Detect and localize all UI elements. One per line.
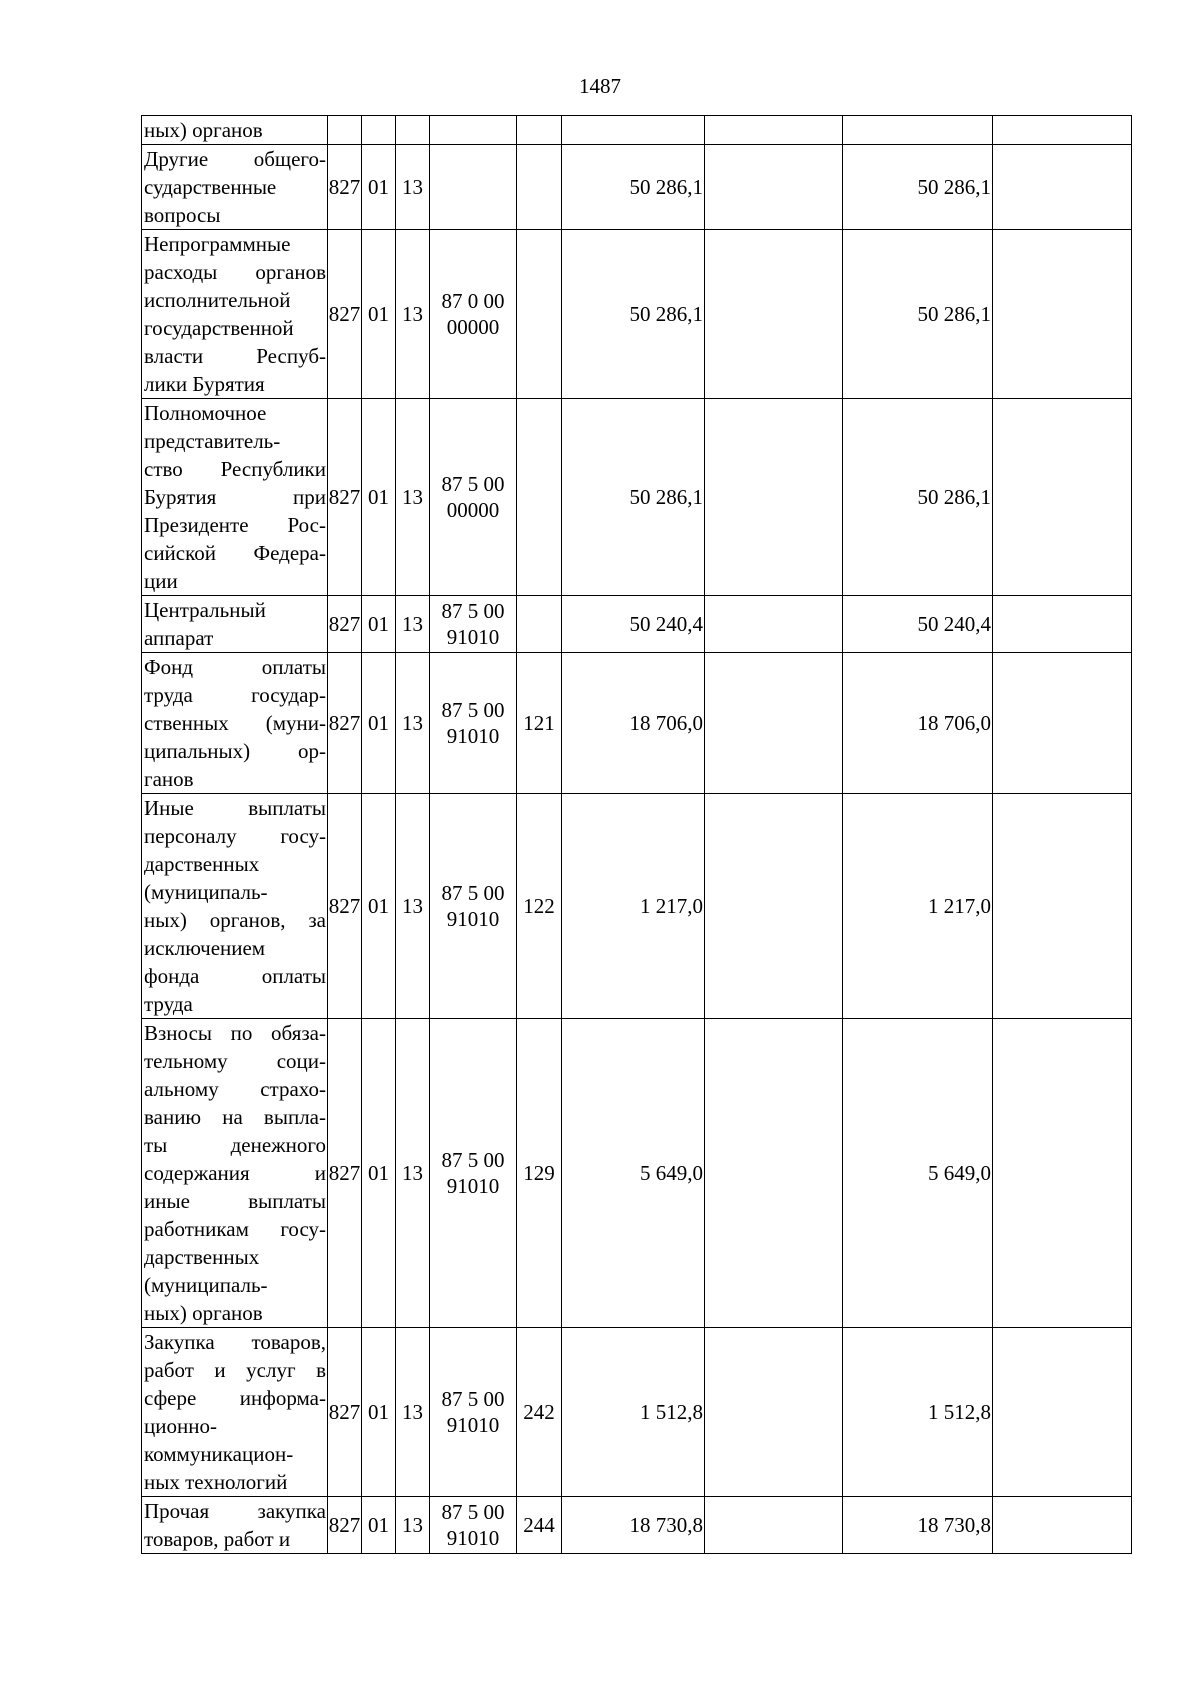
amount-cell (993, 1328, 1132, 1497)
row-name-line: коммуникацион- (144, 1442, 294, 1466)
subsection-code-cell: 13 (396, 1497, 430, 1554)
amount-cell (993, 145, 1132, 230)
amount-cell (705, 596, 843, 653)
row-name-cell (142, 145, 328, 230)
expense-type-cell: 244 (517, 1497, 562, 1554)
row-name-line: работникам госу- (144, 1217, 326, 1241)
row-name-line: ции (144, 569, 178, 593)
section-code-cell: 01 (362, 399, 396, 596)
row-name-line: Бурятия при (144, 485, 326, 509)
amount-cell: 1 217,0 (562, 794, 705, 1019)
row-name-line: персоналу госу- (144, 824, 326, 848)
row-name-line: ных) органов (144, 118, 263, 142)
expense-type-cell: 122 (517, 794, 562, 1019)
row-name-line: Непрограммные (144, 232, 291, 256)
target-article-cell: 87 5 00 91010 (430, 596, 517, 653)
row-name-line: Фонд оплаты (144, 655, 326, 679)
amount-cell: 1 512,8 (843, 1328, 993, 1497)
amount-cell (705, 399, 843, 596)
amount-cell: 50 286,1 (562, 230, 705, 399)
amount-cell (705, 653, 843, 794)
subsection-code-cell: 13 (396, 1019, 430, 1328)
ved-code-cell: 827 (328, 1019, 362, 1328)
row-name-line: ты денежного (144, 1133, 326, 1157)
row-name-line: исполнительной (144, 288, 291, 312)
amount-cell: 50 240,4 (843, 596, 993, 653)
row-name-line: Центральный (144, 598, 266, 622)
section-code-cell: 01 (362, 230, 396, 399)
row-name-cell (142, 399, 328, 596)
row-name-line: вопросы (144, 203, 221, 227)
table-body (142, 116, 1132, 1554)
table-row (142, 794, 1132, 1019)
table-row (142, 653, 1132, 794)
expense-type-cell (517, 399, 562, 596)
row-name-line: товаров, работ и (144, 1527, 291, 1551)
target-article-cell: 87 0 00 00000 (430, 230, 517, 399)
amount-cell: 50 286,1 (843, 230, 993, 399)
amount-cell: 18 730,8 (562, 1497, 705, 1554)
row-name-line: представитель- (144, 429, 281, 453)
subsection-code-cell: 13 (396, 230, 430, 399)
row-name-line: сфере информа- (144, 1386, 326, 1410)
amount-cell (705, 116, 843, 145)
row-name-line: Закупка товаров, (144, 1330, 326, 1354)
row-name-line: ципальных) ор- (144, 739, 326, 763)
row-name-line: аппарат (144, 626, 214, 650)
amount-cell (562, 116, 705, 145)
amount-cell: 18 730,8 (843, 1497, 993, 1554)
row-name-line: власти Респуб- (144, 344, 326, 368)
section-code-cell: 01 (362, 1497, 396, 1554)
row-name-line: (муниципаль- (144, 1273, 268, 1297)
target-article-cell: 87 5 00 91010 (430, 1019, 517, 1328)
row-name-cell (142, 596, 328, 653)
expense-type-cell (517, 230, 562, 399)
row-name-line: расходы органов (144, 260, 326, 284)
row-name-line: (муниципаль- (144, 880, 268, 904)
row-name-line: исключением (144, 936, 266, 960)
row-name-cell (142, 116, 328, 145)
amount-cell (705, 145, 843, 230)
row-name-cell (142, 653, 328, 794)
amount-cell: 1 512,8 (562, 1328, 705, 1497)
subsection-code-cell: 13 (396, 145, 430, 230)
row-name-line: фонда оплаты (144, 964, 326, 988)
amount-cell: 1 217,0 (843, 794, 993, 1019)
row-name-cell (142, 1019, 328, 1328)
target-article-cell: 87 5 00 91010 (430, 1328, 517, 1497)
row-name-line: Иные выплаты (144, 796, 326, 820)
row-name-line: содержания и (144, 1161, 326, 1185)
subsection-code-cell: 13 (396, 794, 430, 1019)
section-code-cell: 01 (362, 596, 396, 653)
row-name-line: иные выплаты (144, 1189, 326, 1213)
expense-type-cell: 121 (517, 653, 562, 794)
row-name-line: Прочая закупка (144, 1499, 326, 1523)
ved-code-cell (328, 116, 362, 145)
amount-cell: 50 286,1 (843, 399, 993, 596)
row-name-line: государственной (144, 316, 294, 340)
amount-cell: 5 649,0 (843, 1019, 993, 1328)
amount-cell (705, 230, 843, 399)
row-name-cell (142, 794, 328, 1019)
row-name-line: ганов (144, 767, 194, 791)
row-name-line: ство Республики (144, 457, 326, 481)
row-name-cell (142, 1497, 328, 1554)
table-row (142, 399, 1132, 596)
subsection-code-cell: 13 (396, 1328, 430, 1497)
amount-cell (993, 1019, 1132, 1328)
amount-cell (705, 1019, 843, 1328)
amount-cell: 18 706,0 (843, 653, 993, 794)
amount-cell (705, 794, 843, 1019)
row-name-line: лики Бурятия (144, 372, 265, 396)
ved-code-cell: 827 (328, 230, 362, 399)
row-name-line: ных) органов, за (144, 908, 326, 932)
amount-cell (993, 116, 1132, 145)
target-article-cell: 87 5 00 00000 (430, 399, 517, 596)
amount-cell (993, 596, 1132, 653)
expense-type-cell (517, 116, 562, 145)
section-code-cell (362, 116, 396, 145)
ved-code-cell: 827 (328, 145, 362, 230)
amount-cell (993, 399, 1132, 596)
row-name-line: ственных (муни- (144, 711, 326, 735)
section-code-cell: 01 (362, 653, 396, 794)
row-name-line: Взносы по обяза- (144, 1021, 326, 1045)
section-code-cell: 01 (362, 1328, 396, 1497)
table-row (142, 1497, 1132, 1554)
subsection-code-cell: 13 (396, 653, 430, 794)
table-row (142, 116, 1132, 145)
row-name-line: альному страхо- (144, 1077, 326, 1101)
expense-type-cell (517, 145, 562, 230)
target-article-cell (430, 116, 517, 145)
table-row (142, 145, 1132, 230)
amount-cell: 50 286,1 (562, 145, 705, 230)
expense-type-cell: 242 (517, 1328, 562, 1497)
row-name-line: Президенте Рос- (144, 513, 326, 537)
row-name-line: Полномочное (144, 401, 267, 425)
row-name-line: сударственные (144, 175, 277, 199)
amount-cell (705, 1497, 843, 1554)
row-name-cell (142, 1328, 328, 1497)
target-article-cell: 87 5 00 91010 (430, 794, 517, 1019)
row-name-line: Другие общего- (144, 147, 326, 171)
ved-code-cell: 827 (328, 794, 362, 1019)
row-name-line: тельному соци- (144, 1049, 326, 1073)
table-row (142, 230, 1132, 399)
amount-cell (993, 653, 1132, 794)
row-name-line: ванию на выпла- (144, 1105, 326, 1129)
amount-cell (993, 794, 1132, 1019)
budget-table (141, 115, 1132, 1554)
section-code-cell: 01 (362, 794, 396, 1019)
row-name-line: ционно- (144, 1414, 217, 1438)
table-row (142, 1328, 1132, 1497)
row-name-line: труда государ- (144, 683, 326, 707)
row-name-line: ных технологий (144, 1470, 288, 1494)
target-article-cell: 87 5 00 91010 (430, 1497, 517, 1554)
target-article-cell: 87 5 00 91010 (430, 653, 517, 794)
ved-code-cell: 827 (328, 1497, 362, 1554)
row-name-line: ных) органов (144, 1301, 263, 1325)
table-row (142, 1019, 1132, 1328)
table-row (142, 596, 1132, 653)
amount-cell: 50 286,1 (562, 399, 705, 596)
amount-cell (843, 116, 993, 145)
ved-code-cell: 827 (328, 596, 362, 653)
row-name-line: дарственных (144, 1245, 260, 1269)
amount-cell: 50 286,1 (843, 145, 993, 230)
row-name-line: работ и услуг в (144, 1358, 326, 1382)
row-name-line: дарственных (144, 852, 260, 876)
target-article-cell (430, 145, 517, 230)
amount-cell: 50 240,4 (562, 596, 705, 653)
ved-code-cell: 827 (328, 1328, 362, 1497)
expense-type-cell: 129 (517, 1019, 562, 1328)
amount-cell (705, 1328, 843, 1497)
ved-code-cell: 827 (328, 399, 362, 596)
amount-cell: 5 649,0 (562, 1019, 705, 1328)
amount-cell (993, 1497, 1132, 1554)
amount-cell: 18 706,0 (562, 653, 705, 794)
ved-code-cell: 827 (328, 653, 362, 794)
subsection-code-cell: 13 (396, 399, 430, 596)
row-name-line: сийской Федера- (144, 541, 326, 565)
expense-type-cell (517, 596, 562, 653)
section-code-cell: 01 (362, 1019, 396, 1328)
row-name-cell (142, 230, 328, 399)
subsection-code-cell: 13 (396, 596, 430, 653)
amount-cell (993, 230, 1132, 399)
section-code-cell: 01 (362, 145, 396, 230)
row-name-line: труда (144, 992, 193, 1016)
subsection-code-cell (396, 116, 430, 145)
page-number: 1487 (579, 74, 621, 98)
